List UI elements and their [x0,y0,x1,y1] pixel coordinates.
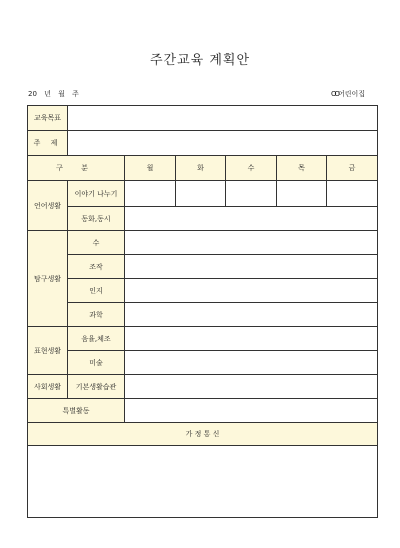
activity-label: 과학 [68,303,125,327]
special-activity-row [28,399,378,423]
day-cell-mon[interactable] [125,181,176,207]
activity-row [28,231,378,255]
activity-row [28,207,378,231]
home-note-header-row [28,423,378,446]
home-note-input[interactable] [28,446,378,518]
activity-label: 음율,체조 [68,327,125,351]
center-name [331,89,365,99]
activity-label: 인지 [68,279,125,303]
category-header: 구 분 [28,156,125,181]
day-cell-thu[interactable] [277,181,327,207]
center-name-text: 어린이집 [338,90,366,98]
home-note-label: 가 정 통 신 [28,423,378,446]
activity-input[interactable] [125,207,378,231]
section-label-inquiry: 탐구생활 [28,231,68,327]
activity-input[interactable] [125,375,378,399]
activity-input[interactable] [125,303,378,327]
section-label-expression: 표현생활 [28,327,68,375]
activity-row [28,255,378,279]
goal-input[interactable] [68,106,378,131]
activity-row [28,279,378,303]
activity-row [28,327,378,351]
activity-input[interactable] [125,279,378,303]
home-note-body-row [28,446,378,518]
theme-input[interactable] [68,131,378,156]
center-prefix: OO [331,90,339,98]
section-label-social: 사회생활 [28,375,68,399]
activity-label: 동화,동시 [68,207,125,231]
activity-input[interactable] [125,231,378,255]
week-label: 20 년 월 주 [28,90,79,98]
day-header-wed: 수 [226,156,277,181]
activity-input[interactable] [125,327,378,351]
weekly-plan-table [27,105,378,518]
activity-label: 조작 [68,255,125,279]
day-header-fri: 금 [327,156,378,181]
day-cell-fri[interactable] [327,181,378,207]
activity-label: 미술 [68,351,125,375]
day-header-thu: 목 [277,156,327,181]
day-cell-tue[interactable] [176,181,226,207]
theme-label: 주 제 [28,131,68,156]
activity-label: 수 [68,231,125,255]
day-cell-wed[interactable] [226,181,277,207]
special-activity-input[interactable] [125,399,378,423]
activity-row [28,303,378,327]
activity-input[interactable] [125,255,378,279]
day-header-tue: 화 [176,156,226,181]
section-label-language: 언어생활 [28,181,68,231]
day-header-mon: 월 [125,156,176,181]
activity-row [28,351,378,375]
special-activity-label: 특별활동 [28,399,125,423]
page-title: 주간교육 계획안 [149,53,251,68]
goal-label: 교육목표 [28,106,68,131]
theme-row [28,131,378,156]
activity-row [28,375,378,399]
activity-label: 기본생활습관 [68,375,125,399]
activity-label: 이야기 나누기 [68,181,125,207]
activity-input[interactable] [125,351,378,375]
column-header-row [28,156,378,181]
goal-row [28,106,378,131]
activity-row [28,181,378,207]
